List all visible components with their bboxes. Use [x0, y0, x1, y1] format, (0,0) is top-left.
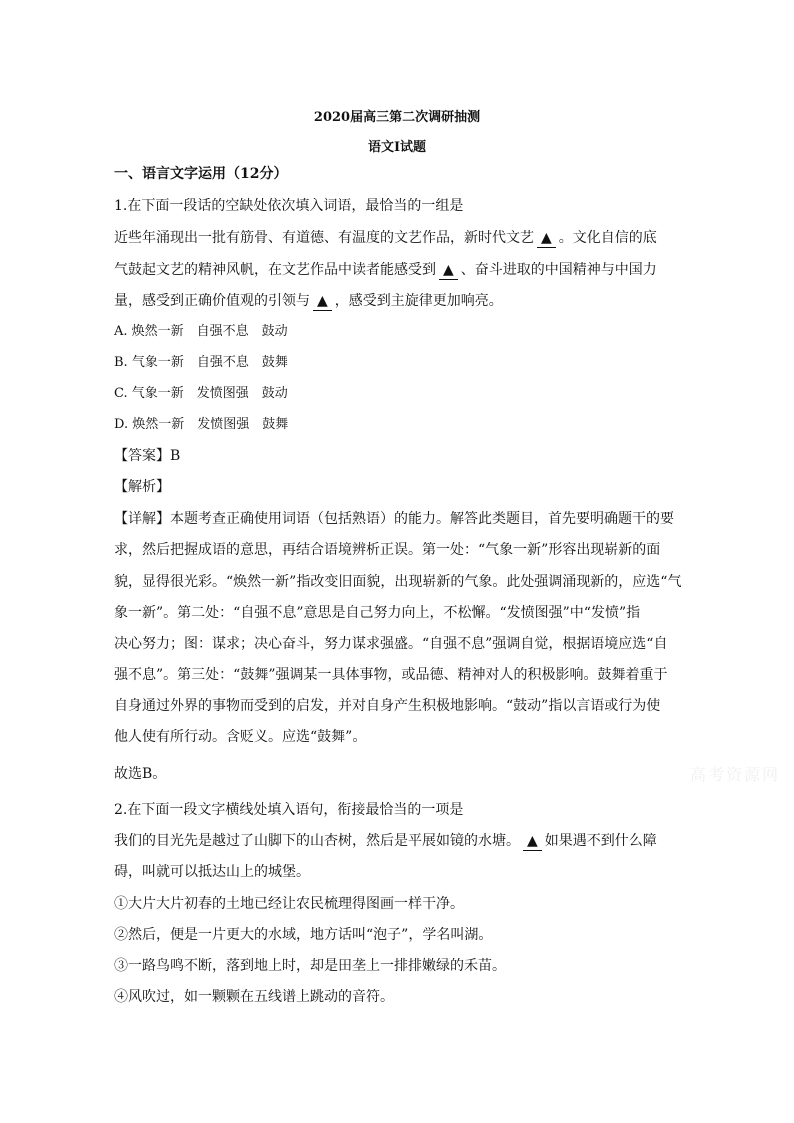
passage-text: ，感受到主旋律更加响亮。 [334, 293, 503, 309]
passage-text: 气鼓起文艺的精神风帆，在文艺作品中读者能感受到 [114, 262, 436, 278]
section-heading: 一、语言文字运用（12分） [114, 166, 288, 182]
detail-line: 求，然后把握成语的意思，再结合语境辨析正误。第一处：“气象一新”形容出现崭新的面 [114, 542, 661, 558]
sentence-item: ②然后，便是一片更大的水域，地方话叫“泡子”，学名叫湖。 [114, 927, 493, 943]
detail-line: 自身通过外界的事物而受到的启发，并对自身产生积极地影响。“鼓动”指以言语或行为使 [114, 698, 661, 714]
conclusion-line: 故选B。 [114, 766, 167, 782]
question-1-passage-line-3 [114, 291, 684, 311]
blank-mark: ▲ [537, 229, 556, 248]
answer-line: 【答案】B [114, 448, 181, 464]
blank-mark: ▲ [313, 292, 332, 311]
question-2-passage-line-2: 碍，叫就可以抵达山上的城堡。 [114, 864, 310, 880]
watermark: 高考资源网 [690, 765, 781, 784]
detail-line: 象一新”。第二处：“自强不息”意思是自己努力向上，不松懈。“发愤图强”中“发愤”指 [114, 605, 641, 621]
sentence-item: ①大片大片初春的土地已经让农民梳理得图画一样干净。 [114, 896, 464, 912]
question-2-passage-line-1 [114, 831, 684, 851]
detail-line: 【详解】本题考查正确使用词语（包括熟语）的能力。解答此类题目，首先要明确题干的要 [114, 511, 674, 527]
blank-mark: ▲ [523, 832, 542, 851]
sentence-item: ③一路鸟鸣不断，落到地上时，却是田垄上一排排嫩绿的禾苗。 [114, 958, 506, 974]
question-1-stem: 1.在下面一段话的空缺处依次填入词语，最恰当的一组是 [114, 198, 464, 214]
passage-text: 我们的目光先是越过了山脚下的山杏树，然后是平展如镜的水塘。 [114, 833, 520, 849]
option-c: C. 气象一新 发愤图强 鼓动 [114, 386, 288, 401]
question-2-stem: 2.在下面一段文字横线处填入语句，衔接最恰当的一项是 [114, 802, 464, 818]
option-d: D. 焕然一新 发愤图强 鼓舞 [114, 417, 289, 432]
exam-subtitle: 语文Ⅰ试题 [367, 140, 427, 155]
passage-text: 。文化自信的底 [558, 230, 657, 246]
passage-text: 量，感受到正确价值观的引领与 [114, 293, 310, 309]
blank-mark: ▲ [439, 261, 458, 280]
detail-line: 强不息”。第三处：“鼓舞”强调某一具体事物，或品德、精神对人的积极影响。鼓舞着重于 [114, 667, 668, 683]
analysis-label: 【解析】 [114, 479, 170, 495]
sentence-item: ④风吹过，如一颗颗在五线谱上跳动的音符。 [114, 989, 394, 1005]
option-a: A. 焕然一新 自强不息 鼓动 [114, 324, 288, 339]
option-b: B. 气象一新 自强不息 鼓舞 [114, 355, 288, 370]
exam-title: 2020届高三第二次调研抽测 [313, 110, 481, 125]
passage-text: 、奋斗进取的中国精神与中国力 [460, 262, 657, 278]
question-1-passage-line-2 [114, 260, 684, 280]
passage-text: 如果遇不到什么障 [544, 833, 657, 849]
detail-line: 他人使有所行动。含贬义。应选“鼓舞”。 [114, 729, 367, 745]
detail-line: 貌，显得很光彩。“焕然一新”指改变旧面貌，出现崭新的气象。此处强调涌现新的，应选“气 [114, 574, 682, 590]
question-1-passage-line-1 [114, 228, 684, 248]
passage-text: 近些年涌现出一批有筋骨、有道德、有温度的文艺作品，新时代文艺 [114, 230, 534, 246]
detail-line: 决心努力；图：谋求；决心奋斗，努力谋求强盛。“自强不息”强调自觉，根据语境应选“自 [114, 636, 668, 652]
